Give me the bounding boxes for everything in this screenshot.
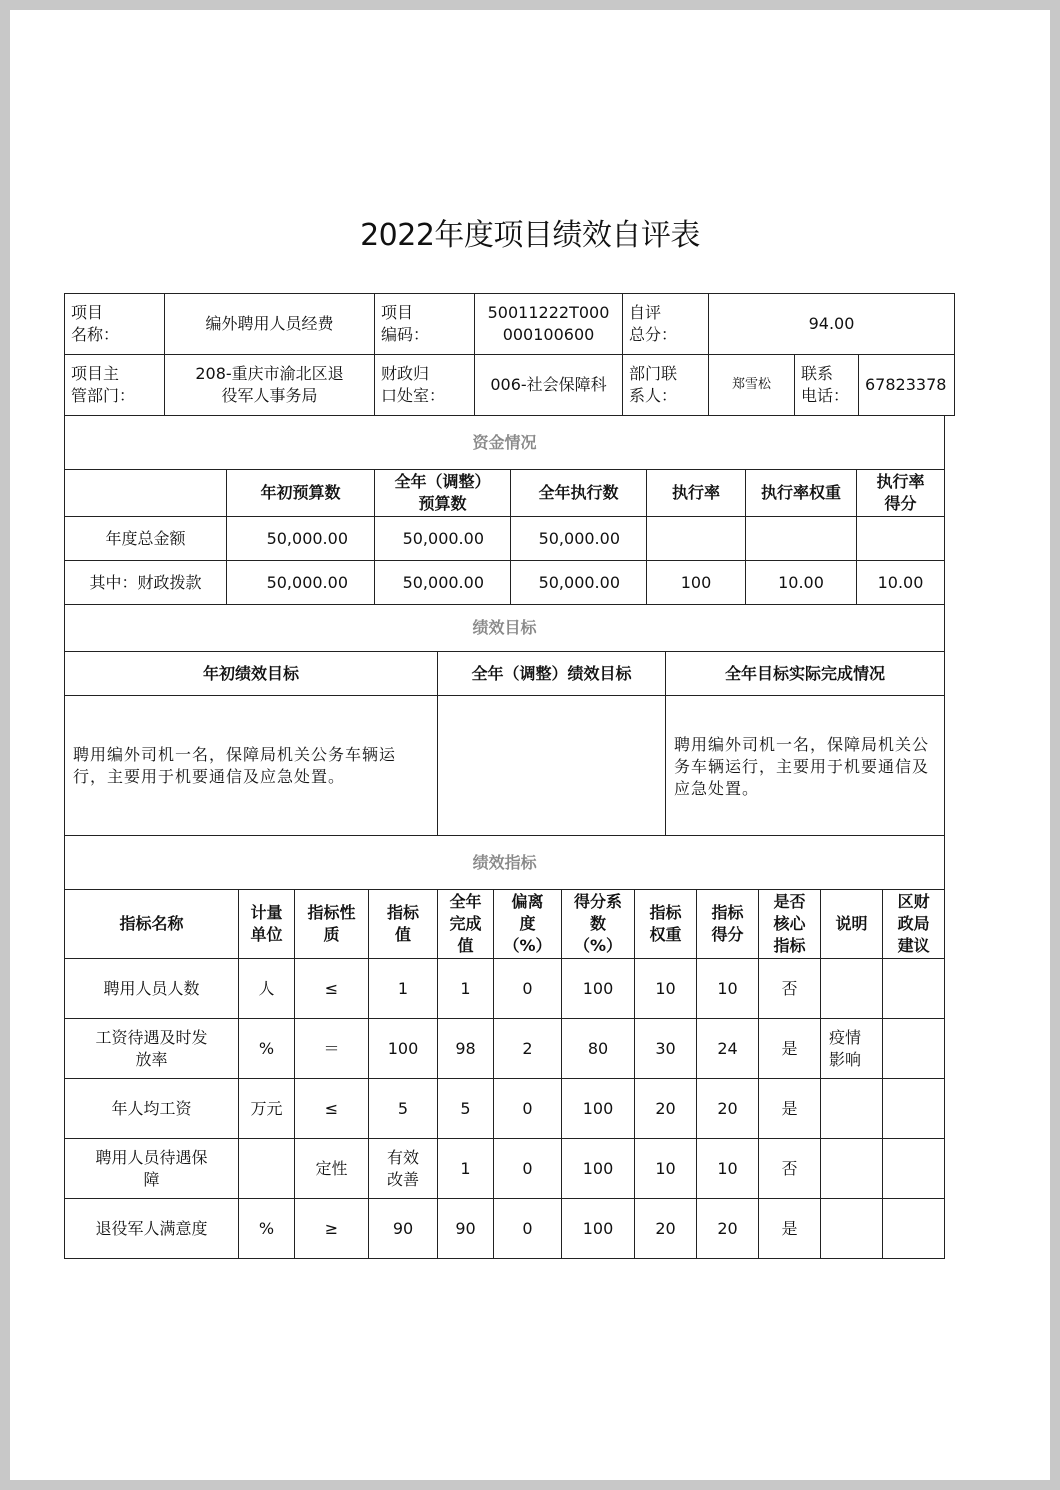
indicator-cell: 否 xyxy=(759,1139,821,1199)
funds-header-blank xyxy=(65,470,227,517)
indicator-cell: 0 xyxy=(494,959,562,1019)
indicator-cell: 退役军人满意度 xyxy=(65,1199,239,1259)
indicator-cell: 90 xyxy=(438,1199,494,1259)
funds-cell: 50,000.00 xyxy=(511,561,647,605)
indicator-header: 全年 完成 值 xyxy=(438,890,494,959)
funds-cell xyxy=(857,517,945,561)
indicator-row xyxy=(65,1139,945,1199)
indicator-cell xyxy=(821,1199,883,1259)
funds-section-title: 资金情况 xyxy=(65,416,945,470)
indicator-cell xyxy=(239,1139,295,1199)
indicator-cell: 0 xyxy=(494,1079,562,1139)
indicator-cell: 100 xyxy=(562,1139,635,1199)
goals-header-actual: 全年目标实际完成情况 xyxy=(666,652,945,696)
indicator-cell: 聘用人员待遇保 障 xyxy=(65,1139,239,1199)
indicator-cell xyxy=(821,1079,883,1139)
indicator-cell: 定性 xyxy=(295,1139,369,1199)
finance-label: 财政归 口处室： xyxy=(375,355,475,416)
funds-header-executed: 全年执行数 xyxy=(511,470,647,517)
indicator-cell: 98 xyxy=(438,1019,494,1079)
indicator-cell: 0 xyxy=(494,1139,562,1199)
indicator-row xyxy=(65,959,945,1019)
indicator-cell: 5 xyxy=(438,1079,494,1139)
indicators-section-title: 绩效指标 xyxy=(65,836,945,890)
indicator-cell xyxy=(821,959,883,1019)
indicator-cell: % xyxy=(239,1019,295,1079)
indicator-cell: 人 xyxy=(239,959,295,1019)
indicator-cell: ＝ xyxy=(295,1019,369,1079)
project-info-table xyxy=(64,293,955,416)
indicator-cell: % xyxy=(239,1199,295,1259)
indicator-cell xyxy=(883,1019,945,1079)
funds-cell: 50,000.00 xyxy=(227,561,375,605)
indicator-cell: ≤ xyxy=(295,1079,369,1139)
score-label: 自评 总分： xyxy=(623,294,709,355)
indicator-cell: 20 xyxy=(697,1079,759,1139)
indicator-cell: 100 xyxy=(562,959,635,1019)
indicator-cell xyxy=(883,1139,945,1199)
indicator-cell: 30 xyxy=(635,1019,697,1079)
indicator-cell xyxy=(821,1139,883,1199)
indicator-cell: ≥ xyxy=(295,1199,369,1259)
project-code: 50011222T000 000100600 xyxy=(475,294,623,355)
indicator-cell: 80 xyxy=(562,1019,635,1079)
indicator-cell xyxy=(883,1199,945,1259)
indicator-header: 区财 政局 建议 xyxy=(883,890,945,959)
indicator-cell: ≤ xyxy=(295,959,369,1019)
indicator-cell xyxy=(883,1079,945,1139)
funds-table xyxy=(64,415,945,605)
indicator-cell: 90 xyxy=(369,1199,438,1259)
funds-header-score: 执行率 得分 xyxy=(857,470,945,517)
project-name: 编外聘用人员经费 xyxy=(165,294,375,355)
project-code-label: 项目 编码： xyxy=(375,294,475,355)
indicator-header: 指标名称 xyxy=(65,890,239,959)
indicator-cell: 100 xyxy=(369,1019,438,1079)
funds-cell: 10.00 xyxy=(857,561,945,605)
indicator-cell: 2 xyxy=(494,1019,562,1079)
indicator-row xyxy=(65,1079,945,1139)
funds-cell: 10.00 xyxy=(746,561,857,605)
indicator-cell: 20 xyxy=(635,1079,697,1139)
contact-person: 郑雪松 xyxy=(709,355,795,416)
phone-label: 联系 电话： xyxy=(795,355,859,416)
indicator-header: 是否 核心 指标 xyxy=(759,890,821,959)
contact-label: 部门联 系人： xyxy=(623,355,709,416)
funds-header-rate: 执行率 xyxy=(647,470,746,517)
goal-actual-text: 聘用编外司机一名，保障局机关公务车辆运行，主要用于机要通信及应急处置。 xyxy=(666,696,945,836)
funds-cell: 50,000.00 xyxy=(227,517,375,561)
funds-header-adjusted: 全年（调整） 预算数 xyxy=(375,470,511,517)
funds-cell: 50,000.00 xyxy=(375,517,511,561)
indicator-cell: 工资待遇及时发 放率 xyxy=(65,1019,239,1079)
phone-number: 67823378 xyxy=(859,355,955,416)
indicator-cell: 有效 改善 xyxy=(369,1139,438,1199)
indicator-cell: 是 xyxy=(759,1199,821,1259)
indicators-header-row xyxy=(65,890,945,959)
funds-row-label: 其中：财政拨款 xyxy=(65,561,227,605)
goal-adjusted-text xyxy=(438,696,666,836)
indicator-cell: 1 xyxy=(438,1139,494,1199)
indicator-cell: 1 xyxy=(438,959,494,1019)
indicator-header: 说明 xyxy=(821,890,883,959)
goals-header-initial: 年初绩效目标 xyxy=(65,652,438,696)
indicator-cell: 100 xyxy=(562,1079,635,1139)
funds-cell: 50,000.00 xyxy=(511,517,647,561)
indicator-cell: 0 xyxy=(494,1199,562,1259)
indicator-row xyxy=(65,1019,945,1079)
indicator-cell: 10 xyxy=(697,959,759,1019)
indicator-cell: 20 xyxy=(635,1199,697,1259)
goals-table xyxy=(64,604,945,836)
indicator-row xyxy=(65,1199,945,1259)
indicator-cell: 是 xyxy=(759,1019,821,1079)
indicator-header: 指标 权重 xyxy=(635,890,697,959)
indicator-cell: 是 xyxy=(759,1079,821,1139)
indicator-cell: 20 xyxy=(697,1199,759,1259)
indicator-cell: 否 xyxy=(759,959,821,1019)
indicator-header: 计量 单位 xyxy=(239,890,295,959)
indicators-body xyxy=(65,959,945,1259)
funds-row-label: 年度总金额 xyxy=(65,517,227,561)
funds-cell: 100 xyxy=(647,561,746,605)
funds-row-total xyxy=(65,517,945,561)
funds-cell xyxy=(746,517,857,561)
goal-initial-text: 聘用编外司机一名，保障局机关公务车辆运行，主要用于机要通信及应急处置。 xyxy=(65,696,438,836)
indicator-cell: 10 xyxy=(635,1139,697,1199)
total-score: 94.00 xyxy=(709,294,955,355)
indicator-header: 指标性 质 xyxy=(295,890,369,959)
indicator-header: 指标 值 xyxy=(369,890,438,959)
indicator-cell: 疫情 影响 xyxy=(821,1019,883,1079)
project-name-label: 项目 名称： xyxy=(65,294,165,355)
funds-cell xyxy=(647,517,746,561)
dept-label: 项目主 管部门： xyxy=(65,355,165,416)
page-title: 2022年度项目绩效自评表 xyxy=(360,218,700,253)
indicator-cell: 1 xyxy=(369,959,438,1019)
finance-office: 006-社会保障科 xyxy=(475,355,623,416)
indicator-header: 指标 得分 xyxy=(697,890,759,959)
funds-header-initial: 年初预算数 xyxy=(227,470,375,517)
indicator-cell: 100 xyxy=(562,1199,635,1259)
goals-section-title: 绩效目标 xyxy=(65,605,945,652)
indicator-cell: 聘用人员人数 xyxy=(65,959,239,1019)
funds-header-weight: 执行率权重 xyxy=(746,470,857,517)
indicator-header: 偏离 度 （%） xyxy=(494,890,562,959)
goals-header-adjusted: 全年（调整）绩效目标 xyxy=(438,652,666,696)
indicator-cell: 10 xyxy=(697,1139,759,1199)
funds-cell: 50,000.00 xyxy=(375,561,511,605)
indicator-cell: 10 xyxy=(635,959,697,1019)
indicator-cell: 年人均工资 xyxy=(65,1079,239,1139)
indicator-cell: 万元 xyxy=(239,1079,295,1139)
indicator-cell xyxy=(883,959,945,1019)
indicator-cell: 5 xyxy=(369,1079,438,1139)
indicator-cell: 24 xyxy=(697,1019,759,1079)
indicator-header: 得分系 数 （%） xyxy=(562,890,635,959)
dept-name: 208-重庆市渝北区退 役军人事务局 xyxy=(165,355,375,416)
indicators-table xyxy=(64,835,945,1259)
funds-row-fiscal xyxy=(65,561,945,605)
